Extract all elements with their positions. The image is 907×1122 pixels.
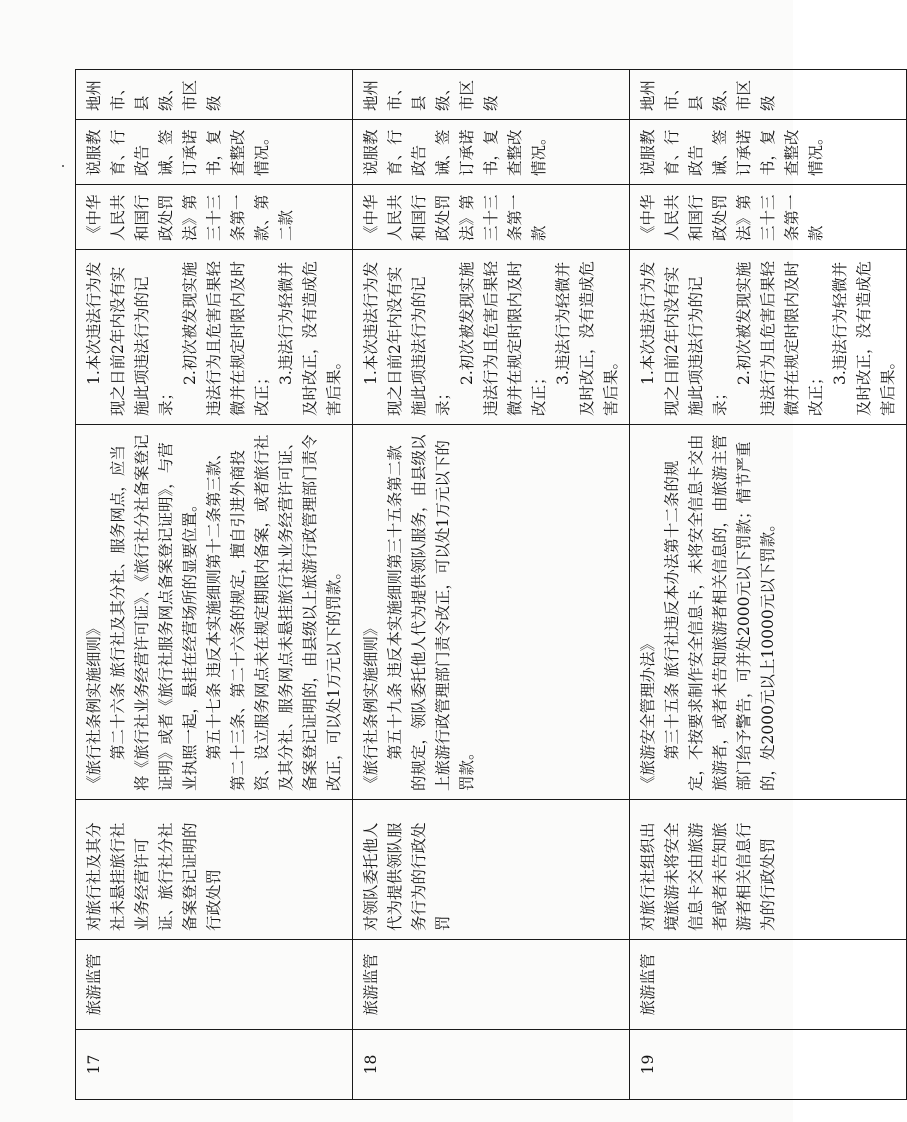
measures-cell: 说服教育、行政告诫、签订承诺书，复查整改情况。	[76, 120, 353, 185]
category-cell: 旅游监管	[76, 940, 353, 1030]
item-cell: 对领队委托他人代为提供领队服务行为的行政处罚	[353, 800, 630, 940]
condition-item: 1.本次违法行为发现之日前2年内没有实施此项违法行为的记录；	[639, 261, 729, 416]
legal-basis-cell	[630, 425, 907, 800]
scan-speck	[62, 165, 64, 167]
condition-item: 1.本次违法行为发现之日前2年内没有实施此项违法行为的记录；	[362, 261, 452, 416]
row-number: 19	[630, 1030, 907, 1100]
item-cell: 对旅行社组织出境旅游未将安全信息卡交由旅游者或者未告知旅游者相关信息行为的行政处罚	[630, 800, 907, 940]
legal-basis-cell	[76, 425, 353, 800]
condition-item: 3.违法行为轻微并及时改正，没有造成危害后果。	[554, 260, 620, 416]
authority-cell: 地州市、县级、市区级	[353, 70, 630, 120]
authority-cell: 地州市、县级、市区级	[630, 70, 907, 120]
basis-title: 《旅行社条例实施细则》	[362, 620, 380, 791]
law-reference-cell: 《中华人民共和国行政处罚法》第三十三条第一款	[353, 185, 630, 250]
condition-item: 3.违法行为轻微并及时改正，没有造成危害后果。	[277, 260, 343, 416]
table-row	[630, 70, 907, 1100]
conditions-cell	[353, 250, 630, 425]
row-number: 17	[76, 1030, 353, 1100]
basis-article: 第五十九条 违反本实施细则第三十五条第二款的规定，领队委托他人代为提供领队服务，由县级以上旅游行政管理部门责令改正，可以处1万元以下的罚款。	[386, 434, 476, 791]
measures-cell: 说服教育、行政告诫、签订承诺书，复查整改情况。	[630, 120, 907, 185]
basis-title: 《旅游安全管理办法》	[639, 635, 657, 791]
condition-item: 3.违法行为轻微并及时改正，没有造成危害后果。	[831, 260, 897, 416]
legal-basis-cell	[353, 425, 630, 800]
conditions-cell	[76, 250, 353, 425]
category-cell: 旅游监管	[630, 940, 907, 1030]
condition-item: 2.初次被发现实施违法行为且危害后果轻微并在规定时限内及时改正；	[735, 260, 825, 416]
authority-cell: 地州市、县级、市区级	[76, 70, 353, 120]
conditions-cell	[630, 250, 907, 425]
condition-item: 1.本次违法行为发现之日前2年内没有实施此项违法行为的记录；	[85, 261, 175, 416]
category-cell: 旅游监管	[353, 940, 630, 1030]
item-cell: 对旅行社及其分社未悬挂旅行社业务经营许可证、旅行社分社备案登记证明的行政处罚	[76, 800, 353, 940]
measures-cell: 说服教育、行政告诫、签订承诺书，复查整改情况。	[353, 120, 630, 185]
basis-article: 第三十五条 旅行社违反本办法第十二条的规定，不按要求制作安全信息卡，未将安全信息卡交由旅游者，或者未告知旅游者相关信息的，由旅游主管部门给予警告，可并处2000元以下罚款；情节严重的，处2000元以上10000元以下罚款。	[663, 434, 777, 791]
rotated-table-wrapper	[75, 70, 897, 1100]
basis-article: 第五十七条 违反本实施细则第十二条第三款、第二十三条、第二十六条的规定，擅自引进外商投资、设立服务网点未在规定期限内备案，或者旅行社及其分社、服务网点未悬挂旅行社业务经营许可证、备案登记证明的，由县级以上旅游行政管理部门责令改正，可以处1万元以下的罚款。	[205, 434, 343, 791]
penalty-exemption-table	[75, 69, 907, 1100]
basis-article: 第二十六条 旅行社及其分社、服务网点，应当将《旅行社业务经营许可证》、《旅行社分社备案登记证明》或者《旅行社服务网点备案登记证明》，与营业执照一起，悬挂在经营场所的显要位置。	[109, 434, 199, 791]
condition-item: 2.初次被发现实施违法行为且危害后果轻微并在规定时限内及时改正；	[458, 260, 548, 416]
row-number: 18	[353, 1030, 630, 1100]
basis-title: 《旅行社条例实施细则》	[85, 620, 103, 791]
table-row	[76, 70, 353, 1100]
law-reference-cell: 《中华人民共和国行政处罚法》第三十三条第一款	[630, 185, 907, 250]
condition-item: 2.初次被发现实施违法行为且危害后果轻微并在规定时限内及时改正；	[181, 260, 271, 416]
law-reference-cell: 《中华人民共和国行政处罚法》第三十三条第一款、第二款	[76, 185, 353, 250]
table-row	[353, 70, 630, 1100]
